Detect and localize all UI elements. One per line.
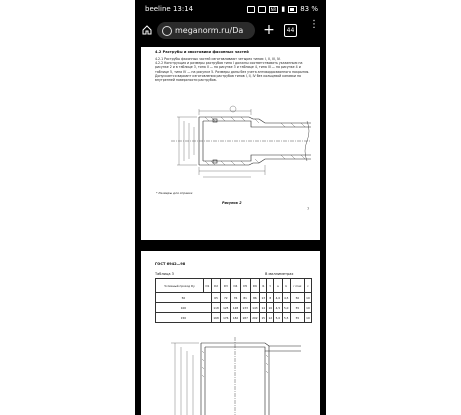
table-cell: 118: [211, 303, 221, 313]
table-title: Таблица 3: [155, 272, 174, 276]
table-cell: 187: [240, 313, 250, 323]
table-cell: 143: [250, 303, 260, 313]
status-left: [145, 5, 193, 13]
table-header-cell: c: [304, 279, 311, 293]
table-header-cell: D1: [204, 279, 212, 293]
url-bar[interactable]: [157, 22, 255, 39]
section-heading: 4.2 Раструбы и хвостовики фасонных частей: [155, 50, 249, 54]
table-cell: 168: [211, 313, 221, 323]
browser-toolbar: [135, 20, 326, 42]
home-icon[interactable]: [141, 24, 153, 36]
table-units: В миллиметрах: [265, 272, 294, 276]
table-header-cell: r max: [290, 279, 304, 293]
document-page-1: [141, 47, 320, 240]
table-header-cell: b: [282, 279, 290, 293]
url-text[interactable]: meganorm.ru/Da: [175, 26, 244, 35]
table-cell: 15: [260, 313, 267, 323]
table-cell: 65: [211, 293, 221, 303]
table-cell: 12: [267, 313, 274, 323]
table-cell: 4,5: [282, 293, 290, 303]
table-cell: 55: [290, 313, 304, 323]
table-cell: 8: [267, 293, 274, 303]
table-cell: 72: [221, 293, 231, 303]
battery-level: 83 %: [300, 5, 318, 13]
notification-icon: [247, 6, 255, 13]
table-cell: 5,0: [274, 313, 282, 323]
table-cell: 50: [156, 293, 212, 303]
table-cell: 5,5: [282, 313, 290, 323]
table-cell: 128: [231, 303, 241, 313]
table-header-cell: t: [267, 279, 274, 293]
status-right: [247, 5, 318, 13]
menu-button[interactable]: ⋮: [309, 19, 319, 30]
clock: 13:14: [172, 5, 194, 13]
figure-2-drawing: [141, 47, 320, 240]
new-tab-button[interactable]: +: [263, 22, 275, 38]
table-header-cell: D2: [211, 279, 221, 293]
figure-caption: Рисунок 2: [222, 201, 242, 205]
network-speed-badge: NR: [270, 6, 277, 12]
tab-switcher-button[interactable]: 44: [284, 24, 297, 37]
signal-icon: ▮: [281, 5, 286, 13]
document-page-2: [141, 251, 320, 415]
table-cell: 13: [260, 293, 267, 303]
table-cell: 176: [221, 313, 231, 323]
table-cell: 86: [250, 293, 260, 303]
figure-3-drawing: [141, 251, 320, 415]
table-cell: 10: [304, 313, 311, 323]
table-header-cell: D4: [231, 279, 241, 293]
table-cell: 5,0: [282, 303, 290, 313]
table-cell: 125: [221, 303, 231, 313]
site-info-icon[interactable]: [162, 26, 172, 36]
table-cell: 133: [240, 303, 250, 313]
paragraph-1: 4.2.1 Раструбы фасонных частей изготавливают четырех типов: I, II, III, IV.: [155, 57, 281, 61]
table-cell: 100: [156, 303, 212, 313]
table-cell: 202: [250, 313, 260, 323]
table-cell: 10: [304, 303, 311, 313]
table-header-cell: a: [274, 279, 282, 293]
status-bar: [135, 0, 326, 18]
phone-screen: [135, 0, 326, 415]
table-header-cell: Условный проход Dу: [156, 279, 204, 293]
table-cell: 76: [231, 293, 241, 303]
table-cell: 182: [231, 313, 241, 323]
table-cell: 81: [240, 293, 250, 303]
page-number: 7: [307, 207, 310, 211]
table-cell: 50: [290, 293, 304, 303]
table-header-cell: D6: [250, 279, 260, 293]
table-cell: 4,5: [274, 303, 282, 313]
table-cell: 10: [267, 303, 274, 313]
table-cell: 10: [304, 293, 311, 303]
table-cell: 4,0: [274, 293, 282, 303]
table-cell: 14: [260, 303, 267, 313]
doc-header: ГОСТ 6942—98: [155, 262, 186, 266]
figure-note: * Размеры для справок: [156, 191, 193, 195]
table-header-cell: D5: [240, 279, 250, 293]
carrier-name: beeline: [145, 5, 171, 13]
table-header-cell: D3: [221, 279, 231, 293]
table-header-cell: l1: [260, 279, 267, 293]
bluetooth-icon: [258, 6, 266, 13]
paragraph-2: 4.2.2 Конструкция и размеры раструбов типа I должны соответствовать указанным на рисунке 2 и в таблице 3, типа II — на рисунке 3 и таблице 4, типа III — на рисунке 4 и таблице 5, типа IV — на рисунке 5. Размеры даны без учета антикоррозионного покрытия. Допускается вариант изготовления раструбов типов I, II, IV без кольцевой канавки на внутренней поверхности раструбов.: [155, 61, 310, 83]
battery-icon: [288, 6, 297, 13]
table-cell: 55: [290, 303, 304, 313]
table-cell: 150: [156, 313, 212, 323]
